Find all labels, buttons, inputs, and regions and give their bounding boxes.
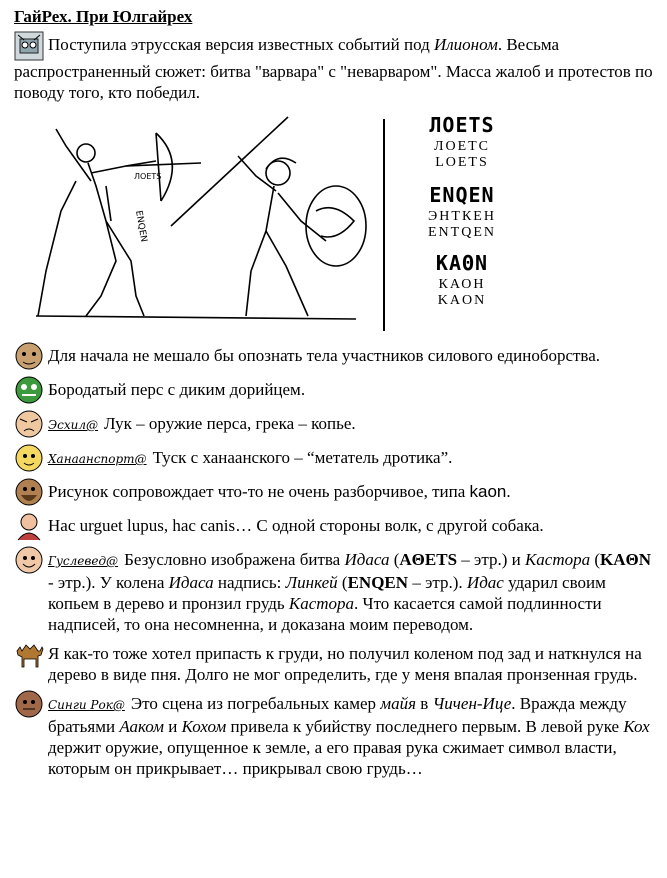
inscription-2-cyr: ЭНТКЕН	[428, 209, 496, 224]
vase-drawing-figure	[16, 111, 516, 337]
inscription-panel	[412, 111, 512, 309]
post-7-text-e2: ударил своим копьем в дерево и пронзил грудь	[48, 573, 606, 613]
inscription-3-cyr: КАОН	[438, 277, 486, 292]
arrow-inscription: ЛOETS	[134, 172, 162, 181]
camel-avatar-icon	[14, 639, 44, 669]
post-7	[14, 549, 654, 635]
post-7-text-c2: надпись:	[213, 573, 286, 592]
post-1	[14, 345, 654, 371]
post-7-text-f2: . Что касается самой подлинности надписей, то она несомненна, и доказана моим переводом.	[48, 594, 602, 634]
post-9-it-b: Чичен-Ице	[432, 694, 512, 713]
inscription-3-hand: ΚΑΘΝ	[435, 251, 489, 275]
post-7-it-e: Идас	[466, 573, 504, 592]
post-7-it-c: Идаса	[168, 573, 214, 592]
green-monster-avatar-icon	[14, 375, 44, 405]
post-9-author[interactable]: Синги Рок@	[48, 698, 125, 712]
inscription-1-hand: ЛOETS	[429, 113, 495, 137]
post-5-text: Рисунок сопровождает что-то не очень разборчивое, типа	[48, 482, 470, 501]
post-6	[14, 515, 654, 541]
old-man-avatar-icon	[14, 689, 44, 719]
post-3	[14, 413, 654, 439]
post-5-tail: .	[506, 482, 511, 501]
body-inscription: ENQEN	[133, 209, 149, 243]
inscription-1-lat: LOETS	[435, 155, 489, 170]
grumpy-face-avatar-icon	[14, 409, 44, 439]
robot-avatar-icon	[14, 31, 44, 61]
post-7-text-a2: (	[389, 550, 400, 569]
post-8-text: Я как-то тоже хотел припасть к груди, но получил коленом под зад и наткнулся на дерево в виде пня. Долго не мог определить, где у меня впалая пронзенная грудь.	[48, 644, 642, 684]
post-7-text-d2: (	[337, 573, 348, 592]
post-7-b-a: AΘETS	[399, 550, 458, 569]
post-9-text-a2: в	[416, 694, 433, 713]
post-7-b-b: KAΘN	[600, 550, 652, 569]
inscription-3-lat: KAON	[437, 293, 487, 308]
yellow-face-avatar-icon	[14, 443, 44, 473]
post-4	[14, 447, 654, 473]
post-9-it-d: Кохом	[181, 717, 227, 736]
post-9-text-e2: держит оружие, опущенное к земле, а его правая рука сжимает символ власти, которым он прикрывает… прикрывал свою грудь…	[48, 738, 617, 778]
inscription-2-lat: ENTQEN	[428, 225, 496, 240]
post-9-text-d2: привела к убийству последнего первым. В левой руке	[226, 717, 624, 736]
post-6-text: Hac urguet lupus, hac canis… С одной стороны волк, с другой собака.	[48, 516, 544, 535]
post-7-it-a: Идаса	[344, 550, 390, 569]
post-4-author[interactable]: Ханаанспорт@	[48, 452, 147, 466]
post-9-it-e: Кох	[623, 717, 650, 736]
post-9-text-c2: и	[164, 717, 182, 736]
post-7-author[interactable]: Гуслевед@	[48, 554, 119, 568]
bald-face-avatar-icon	[14, 341, 44, 371]
post-9-it-a: майя	[380, 694, 417, 713]
post-7-b-d: ENQEN	[347, 573, 409, 592]
post-4-text: Туск с ханаанского – “метатель дротика”.	[152, 448, 453, 467]
forum-page	[14, 6, 654, 779]
post-2	[14, 379, 654, 405]
intro-italic: Илионом	[433, 34, 498, 54]
intro-post	[14, 31, 654, 103]
post-3-text: Лук – оружие перса, грека – копье.	[104, 414, 356, 433]
post-9-text-b2: . Вражда между братьями	[48, 694, 627, 736]
inscription-1-cyr: ЛОЕТС	[433, 139, 491, 154]
post-7-text-a: Безусловно изображена битва	[124, 550, 345, 569]
post-3-author[interactable]: Эсхил@	[48, 418, 99, 432]
smiling-face-avatar-icon	[14, 545, 44, 575]
inscription-2-hand: ENQEN	[429, 183, 495, 207]
post-7-text-d3: – этр.).	[408, 573, 467, 592]
post-9-text-a: Это сцена из погребальных камер	[130, 694, 381, 713]
post-9-it-c: Ааком	[119, 717, 165, 736]
post-8	[14, 643, 654, 685]
intro-text: Поступила этрусская версия известных событий под	[48, 34, 434, 54]
post-7-text-a3: – этр.) и	[457, 550, 525, 569]
bearded-face-avatar-icon	[14, 477, 44, 507]
post-7-it-f: Кастора	[288, 594, 355, 613]
person-avatar-icon	[14, 511, 44, 541]
intro-text-rest: . Весьма распространенный сюжет: битва "варвара" с "неварваром". Масса жалоб и протестов по поводу того, кто победил.	[14, 34, 653, 102]
post-2-text: Бородатый перс с диким дорийцем.	[48, 380, 306, 399]
post-5	[14, 481, 654, 507]
post-7-text-b2: (	[590, 550, 601, 569]
post-7-it-d: Линкей	[285, 573, 338, 592]
post-9	[14, 693, 654, 779]
page-title: ГайРех. При Юлгайрех	[14, 7, 193, 26]
post-1-text: Для начала не мешало бы опознать тела участников силового единоборства.	[48, 346, 601, 365]
post-5-kaon: kaon	[469, 482, 507, 501]
post-7-it-b: Кастора	[524, 550, 591, 569]
post-7-text-b3: - этр.). У колена	[48, 573, 169, 592]
